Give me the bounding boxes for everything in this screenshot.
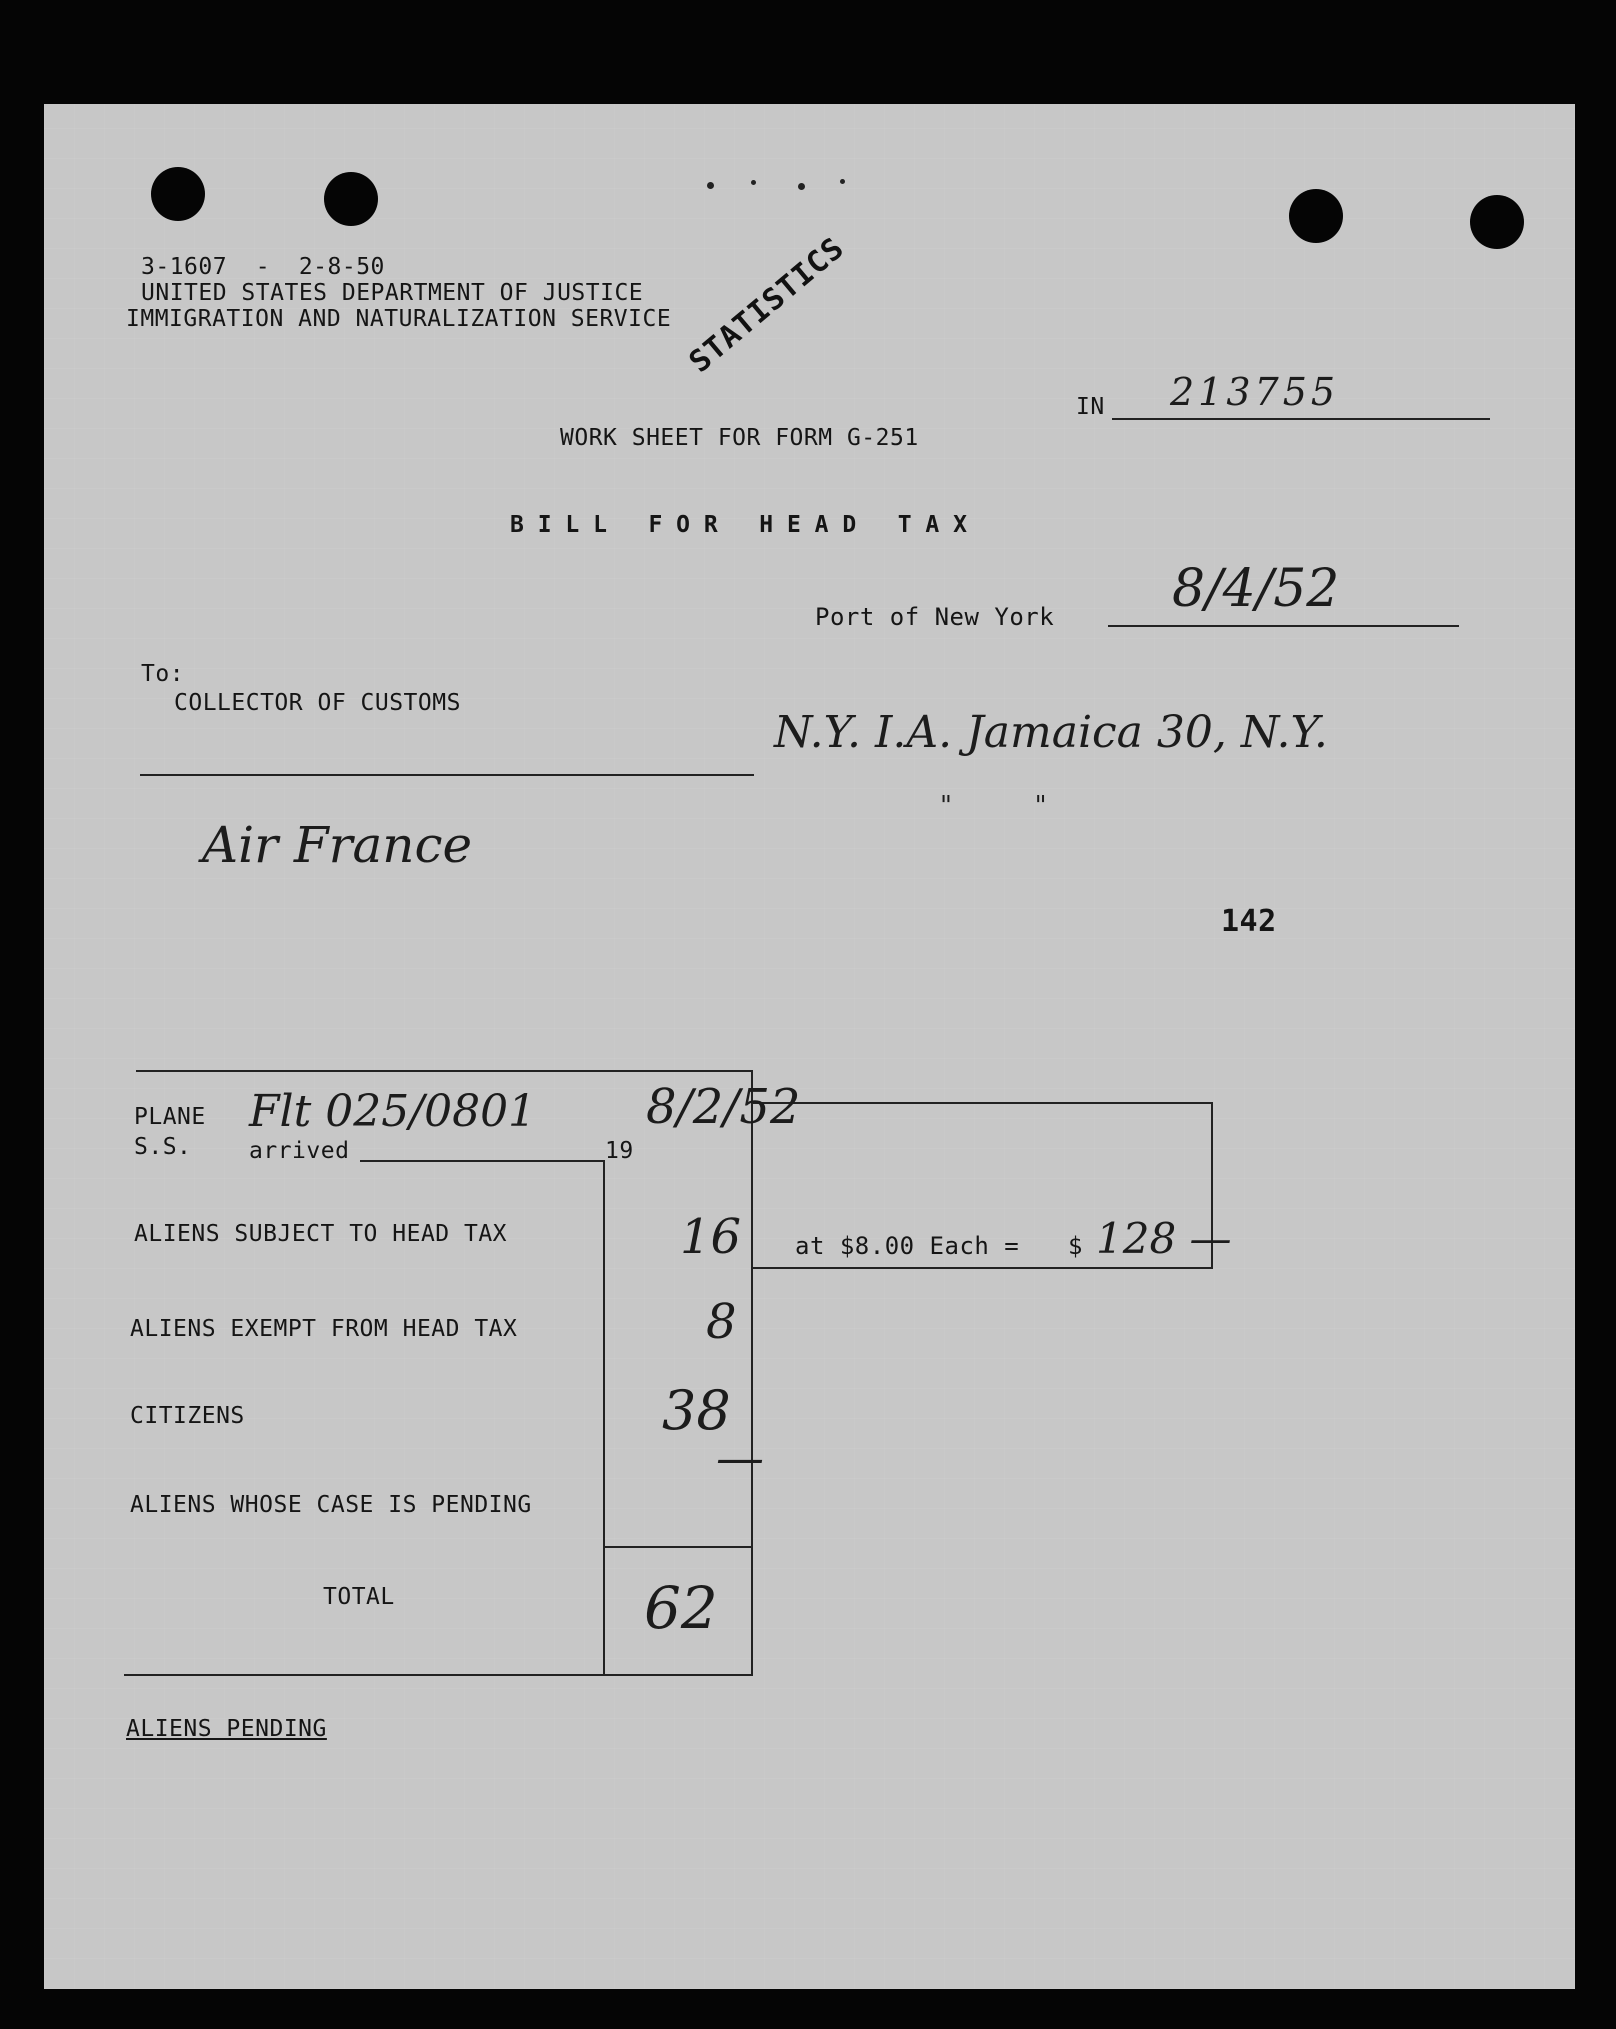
aliens-pending-heading: ALIENS PENDING [126, 1716, 327, 1742]
document-page [44, 104, 1575, 1989]
arrived-line [360, 1160, 603, 1162]
tax-amount-handwritten: 128 — [1096, 1214, 1232, 1263]
table-divider [603, 1160, 605, 1676]
tax-dollar-sign: $ [1068, 1232, 1083, 1260]
total-label: TOTAL [323, 1584, 395, 1610]
bill-title: B I L L F O R H E A D T A X [510, 512, 967, 538]
collector-line [140, 774, 754, 776]
statistics-stamp: STATISTICS [682, 230, 852, 380]
punch-hole [151, 167, 205, 221]
row-label-subject: ALIENS SUBJECT TO HEAD TAX [134, 1221, 508, 1247]
in-number-handwritten: 213755 [1170, 370, 1340, 414]
speck [798, 183, 805, 190]
worksheet-title: WORK SHEET FOR FORM G-251 [560, 425, 919, 451]
year-prefix: 19 [605, 1138, 634, 1164]
table-top-line [136, 1070, 751, 1072]
arrival-date-handwritten: 8/2/52 [646, 1079, 801, 1135]
port-date-handwritten: 8/4/52 [1172, 559, 1340, 619]
tax-box-top [751, 1102, 1213, 1104]
tax-box-bottom [751, 1267, 1213, 1269]
in-label: IN [1076, 394, 1105, 420]
row-value-exempt: 8 [706, 1294, 737, 1350]
plane-label: PLANE [134, 1104, 206, 1130]
department-name: UNITED STATES DEPARTMENT OF JUSTICE [141, 280, 644, 306]
to-label: To: [141, 661, 185, 687]
row-label-citizens: CITIZENS [130, 1403, 245, 1429]
page-number: 142 [1221, 904, 1277, 939]
speck [707, 182, 714, 189]
tax-rate-label: at $8.00 Each = [795, 1232, 1020, 1260]
row-value-pending: — [716, 1430, 764, 1486]
flight-handwritten: Flt 025/0801 [249, 1086, 537, 1137]
punch-hole [1470, 195, 1524, 249]
form-code: 3-1607 - 2-8-50 [141, 254, 385, 280]
row-value-subject: 16 [680, 1209, 742, 1265]
ditto-marks: " " [940, 791, 1047, 821]
port-label: Port of New York [815, 603, 1055, 631]
table-right-edge [751, 1070, 753, 1676]
punch-hole [324, 172, 378, 226]
location-handwritten: N.Y. I.A. Jamaica 30, N.Y. [774, 707, 1328, 758]
total-top-line [603, 1546, 753, 1548]
row-label-exempt: ALIENS EXEMPT FROM HEAD TAX [130, 1316, 518, 1342]
row-label-pending: ALIENS WHOSE CASE IS PENDING [130, 1492, 532, 1518]
in-number-line [1112, 418, 1490, 420]
collector-of-customs: COLLECTOR OF CUSTOMS [174, 690, 461, 716]
row-value-citizens: 38 [662, 1379, 731, 1442]
carrier-handwritten: Air France [202, 816, 473, 874]
ss-label: S.S. [134, 1134, 192, 1160]
speck [751, 180, 756, 185]
speck [840, 179, 845, 184]
total-value-handwritten: 62 [644, 1574, 718, 1642]
arrived-label: arrived [249, 1138, 350, 1164]
punch-hole [1289, 189, 1343, 243]
table-bottom-line [124, 1674, 753, 1676]
date-line [1108, 625, 1459, 627]
service-name: IMMIGRATION AND NATURALIZATION SERVICE [126, 306, 672, 332]
